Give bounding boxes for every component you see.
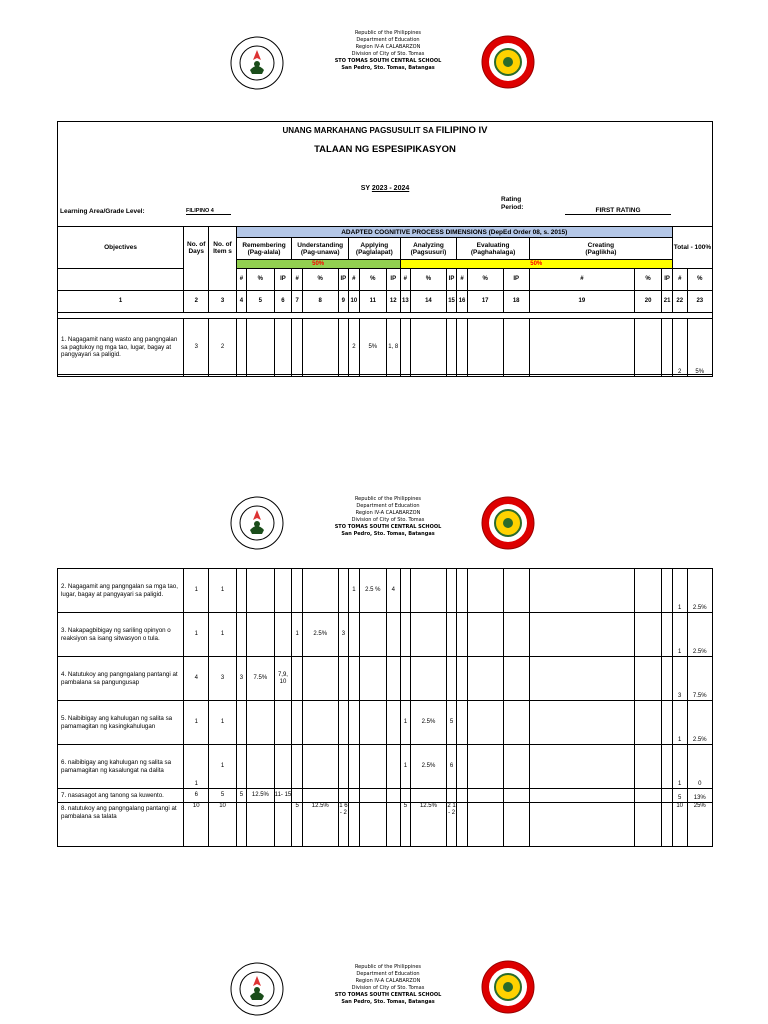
letterhead <box>0 496 768 561</box>
value-cell <box>467 657 503 701</box>
days-cell: 3 <box>184 319 209 377</box>
tos-body-table-page2 <box>57 568 713 847</box>
value-cell <box>359 803 386 847</box>
value-cell <box>529 569 634 613</box>
value-cell: 2.5% <box>411 701 447 745</box>
objective-cell: 1. Nagagamit nang wasto ang pangngalan sa pagtukoy ng mga tao, lugar, bagay at pangyayari sa paligid. <box>58 319 184 377</box>
value-cell: 1 <box>400 745 411 789</box>
understanding-pct-header: % <box>302 269 338 291</box>
value-cell <box>338 319 349 377</box>
value-cell <box>400 319 411 377</box>
value-cell <box>662 613 673 657</box>
table-row <box>58 701 713 745</box>
dim-creating: Creating (Paglikha) <box>529 238 672 260</box>
column-number: 15 <box>446 291 457 313</box>
value-cell <box>236 701 247 745</box>
value-cell <box>292 701 303 745</box>
value-cell <box>503 319 529 377</box>
value-cell <box>457 319 468 377</box>
value-cell <box>634 745 661 789</box>
value-cell <box>634 789 661 803</box>
value-cell: 12.5% <box>302 803 338 847</box>
objective-cell: 2. Nagagamit ang pangngalan sa mga tao, lugar, bagay at pangyayari sa paligid. <box>58 569 184 613</box>
column-number: 11 <box>359 291 386 313</box>
value-cell <box>292 569 303 613</box>
applying-ip-header: IP <box>386 269 400 291</box>
deped-seal-icon <box>230 962 284 1016</box>
value-cell <box>446 613 457 657</box>
column-number: 21 <box>662 291 673 313</box>
creating-ip-header: IP <box>662 269 673 291</box>
value-cell <box>446 657 457 701</box>
evaluating-ip-header: IP <box>503 269 529 291</box>
value-cell: 5 <box>446 701 457 745</box>
value-cell <box>349 803 360 847</box>
deped-seal-icon <box>230 36 284 90</box>
value-cell <box>457 569 468 613</box>
rating-period-value: FIRST RATING <box>565 207 671 215</box>
value-cell: 2.5% <box>687 701 712 745</box>
value-cell <box>662 745 673 789</box>
value-cell <box>467 613 503 657</box>
value-cell: 25% <box>687 803 712 847</box>
total-hash-header: # <box>672 269 687 291</box>
value-cell <box>529 613 634 657</box>
items-cell: 5 <box>209 789 236 803</box>
column-number: 18 <box>503 291 529 313</box>
value-cell <box>467 701 503 745</box>
value-cell <box>274 569 292 613</box>
value-cell: 10 <box>672 803 687 847</box>
value-cell: 1 <box>400 701 411 745</box>
column-number: 2 <box>184 291 209 313</box>
creating-pct-header: % <box>634 269 661 291</box>
value-cell <box>349 745 360 789</box>
items-cell: 10 <box>209 803 236 847</box>
value-cell <box>302 319 338 377</box>
value-cell <box>247 701 274 745</box>
value-cell <box>247 745 274 789</box>
tos-header-table <box>57 226 713 313</box>
value-cell <box>467 745 503 789</box>
days-cell: 1 <box>184 569 209 613</box>
column-number: 14 <box>411 291 447 313</box>
value-cell: 0 <box>687 745 712 789</box>
column-number: 7 <box>292 291 303 313</box>
evaluating-pct-header: % <box>467 269 503 291</box>
value-cell: 2.5% <box>687 613 712 657</box>
column-number: 17 <box>467 291 503 313</box>
region-text: Region IV-A CALABARZON <box>355 510 421 516</box>
value-cell <box>359 789 386 803</box>
objective-cell: 7. nasasagot ang tanong sa kuwento. <box>58 789 184 803</box>
school-year: SY 2023 - 2024 <box>360 185 410 192</box>
value-cell <box>529 657 634 701</box>
analyzing-hash-header: # <box>400 269 411 291</box>
value-cell <box>467 569 503 613</box>
value-cell <box>529 789 634 803</box>
school-seal-icon <box>481 960 535 1014</box>
value-cell: 7,9, 10 <box>274 657 292 701</box>
learning-area-label: Learning Area/Grade Level: <box>60 208 145 215</box>
value-cell <box>236 569 247 613</box>
republic-text: Republic of the Philippines <box>354 496 422 502</box>
value-cell <box>274 701 292 745</box>
value-cell <box>349 613 360 657</box>
value-cell <box>247 569 274 613</box>
value-cell: 5 <box>672 789 687 803</box>
understanding-ip-header: IP <box>338 269 349 291</box>
school-address: San Pedro, Sto. Tomas, Batangas <box>341 531 435 537</box>
days-header: No. of Days <box>184 227 209 291</box>
value-cell <box>386 613 400 657</box>
adapted-dimensions-header: ADAPTED COGNITIVE PROCESS DIMENSIONS (DepEd Order 08, s. 2015) <box>236 227 672 238</box>
value-cell <box>662 657 673 701</box>
value-cell: 1 <box>672 613 687 657</box>
value-cell: 1, 8 <box>386 319 400 377</box>
school-seal-icon <box>481 496 535 550</box>
value-cell <box>349 789 360 803</box>
value-cell <box>292 657 303 701</box>
value-cell: 12.5% <box>247 789 274 803</box>
value-cell <box>338 701 349 745</box>
column-number: 19 <box>529 291 634 313</box>
value-cell <box>446 789 457 803</box>
value-cell: 4 <box>386 569 400 613</box>
column-number: 6 <box>274 291 292 313</box>
value-cell <box>338 657 349 701</box>
applying-hash-header: # <box>349 269 360 291</box>
republic-text: Republic of the Philippines <box>354 964 422 970</box>
value-cell <box>634 613 661 657</box>
value-cell <box>338 569 349 613</box>
value-cell: 3 <box>338 613 349 657</box>
value-cell <box>457 701 468 745</box>
value-cell <box>386 701 400 745</box>
value-cell: 2 1 - 2 <box>446 803 457 847</box>
value-cell: 2.5% <box>302 613 338 657</box>
value-cell <box>236 319 247 377</box>
value-cell <box>400 789 411 803</box>
value-cell <box>457 613 468 657</box>
school-name: STO TOMAS SOUTH CENTRAL SCHOOL <box>334 992 442 998</box>
value-cell <box>411 613 447 657</box>
value-cell: 5% <box>687 319 712 377</box>
value-cell <box>338 789 349 803</box>
value-cell <box>467 803 503 847</box>
value-cell <box>386 803 400 847</box>
objective-cell: 5. Naibibigay ang kahulugan ng salita sa pamamagitan ng kasingkahulugan <box>58 701 184 745</box>
learning-area-value: FILIPINO 4 <box>186 208 231 215</box>
value-cell <box>359 701 386 745</box>
column-number: 12 <box>386 291 400 313</box>
value-cell: 3 <box>236 657 247 701</box>
deped-text: Department of Education <box>356 503 420 509</box>
table-row <box>58 657 713 701</box>
value-cell <box>457 803 468 847</box>
days-cell: 1 <box>184 701 209 745</box>
value-cell <box>411 657 447 701</box>
value-cell <box>529 319 634 377</box>
value-cell <box>446 569 457 613</box>
column-number: 20 <box>634 291 661 313</box>
items-cell: 1 <box>209 701 236 745</box>
value-cell <box>503 657 529 701</box>
value-cell: 12.5% <box>411 803 447 847</box>
value-cell <box>292 789 303 803</box>
republic-text: Republic of the Philippines <box>354 30 422 36</box>
value-cell <box>634 701 661 745</box>
tos-title: TALAAN NG ESPESIPIKASYON <box>314 144 456 155</box>
value-cell: 2.5% <box>411 745 447 789</box>
value-cell <box>302 745 338 789</box>
evaluating-hash-header: # <box>457 269 468 291</box>
value-cell <box>662 319 673 377</box>
value-cell <box>274 319 292 377</box>
value-cell: 1 <box>672 569 687 613</box>
applying-pct-header: % <box>359 269 386 291</box>
value-cell <box>503 613 529 657</box>
letterhead <box>0 958 768 1023</box>
column-number: 4 <box>236 291 247 313</box>
value-cell: 5 <box>292 803 303 847</box>
value-cell <box>400 613 411 657</box>
value-cell <box>662 803 673 847</box>
value-cell <box>446 319 457 377</box>
table-row <box>58 745 713 789</box>
division-text: Division of City of Sto. Tomas <box>351 517 425 523</box>
value-cell <box>292 319 303 377</box>
days-cell: 1 <box>184 745 209 789</box>
total-header: Total - 100% <box>672 227 712 269</box>
items-cell: 3 <box>209 657 236 701</box>
value-cell <box>386 745 400 789</box>
table-row <box>58 319 713 377</box>
value-cell <box>400 569 411 613</box>
value-cell <box>386 789 400 803</box>
value-cell: 6 <box>446 745 457 789</box>
column-number: 9 <box>338 291 349 313</box>
value-cell: 1 <box>349 569 360 613</box>
objective-cell: 3. Nakapagbibigay ng sariling opinyon o reaksiyon sa isang sitwasyon o tula. <box>58 613 184 657</box>
value-cell <box>411 319 447 377</box>
value-cell <box>503 701 529 745</box>
letterhead <box>0 30 768 95</box>
items-header: No. of Item s <box>209 227 236 291</box>
value-cell: 1 <box>672 701 687 745</box>
value-cell: 2.5% <box>687 569 712 613</box>
table-row <box>58 613 713 657</box>
value-cell <box>529 701 634 745</box>
region-text: Region IV-A CALABARZON <box>355 44 421 50</box>
objective-cell: 6. naibibigay ang kahulugan ng salita sa pamamagitan ng kasalungat na dalita <box>58 745 184 789</box>
objectives-header: Objectives <box>58 227 184 269</box>
days-cell: 1 <box>184 613 209 657</box>
value-cell: 3 <box>672 657 687 701</box>
dim-remembering: Remembering (Pag-alala) <box>236 238 292 260</box>
exam-title: UNANG MARKAHANG PAGSUSULIT SA FILIPINO IV <box>282 125 488 136</box>
value-cell <box>386 657 400 701</box>
school-name: STO TOMAS SOUTH CENTRAL SCHOOL <box>334 58 442 64</box>
value-cell <box>359 657 386 701</box>
value-cell <box>503 569 529 613</box>
value-cell: 2 <box>349 319 360 377</box>
value-cell: 2.5 % <box>359 569 386 613</box>
items-cell: 1 <box>209 569 236 613</box>
value-cell <box>467 319 503 377</box>
value-cell <box>274 613 292 657</box>
items-cell: 1 <box>209 613 236 657</box>
dim-analyzing: Analyzing (Pagsusuri) <box>400 238 457 260</box>
value-cell <box>467 789 503 803</box>
value-cell <box>359 613 386 657</box>
value-cell: 11- 15 <box>274 789 292 803</box>
objective-cell: 8. natutukoy ang pangngalang pantangi at pambalana sa talata <box>58 803 184 847</box>
remembering-pct-header: % <box>247 269 274 291</box>
column-number: 8 <box>302 291 338 313</box>
value-cell <box>662 789 673 803</box>
value-cell <box>302 701 338 745</box>
objective-cell: 4. Natutukoy ang pangngalang pantangi at pambalana sa pangungusap <box>58 657 184 701</box>
items-cell: 1 <box>209 745 236 789</box>
value-cell <box>274 803 292 847</box>
value-cell <box>302 569 338 613</box>
value-cell <box>349 701 360 745</box>
analyzing-pct-header: % <box>411 269 447 291</box>
column-number: 16 <box>457 291 468 313</box>
deped-text: Department of Education <box>356 37 420 43</box>
school-seal-icon <box>481 35 535 89</box>
value-cell <box>634 803 661 847</box>
value-cell <box>411 569 447 613</box>
column-number: 1 <box>58 291 184 313</box>
value-cell <box>236 745 247 789</box>
value-cell <box>634 319 661 377</box>
column-number: 5 <box>247 291 274 313</box>
value-cell <box>503 803 529 847</box>
table-row <box>58 789 713 803</box>
tos-body-table-page1 <box>57 318 713 377</box>
deped-seal-icon <box>230 496 284 550</box>
value-cell: 13% <box>687 789 712 803</box>
value-cell: 7.5% <box>687 657 712 701</box>
value-cell: 1 <box>672 745 687 789</box>
value-cell <box>662 569 673 613</box>
days-cell: 6 <box>184 789 209 803</box>
school-name: STO TOMAS SOUTH CENTRAL SCHOOL <box>334 524 442 530</box>
value-cell <box>302 789 338 803</box>
value-cell <box>236 803 247 847</box>
value-cell <box>359 745 386 789</box>
remembering-hash-header: # <box>236 269 247 291</box>
value-cell <box>503 745 529 789</box>
value-cell <box>457 745 468 789</box>
value-cell: 2 <box>672 319 687 377</box>
column-number: 23 <box>687 291 712 313</box>
value-cell <box>349 657 360 701</box>
value-cell <box>634 569 661 613</box>
value-cell: 5% <box>359 319 386 377</box>
higher-order-percent: 50% <box>400 260 672 269</box>
total-pct-header: % <box>687 269 712 291</box>
value-cell <box>400 657 411 701</box>
dim-understanding: Understanding (Pag-unawa) <box>292 238 349 260</box>
analyzing-ip-header: IP <box>446 269 457 291</box>
column-number: 10 <box>349 291 360 313</box>
table-row <box>58 803 713 847</box>
value-cell: 1 6 - 2 <box>338 803 349 847</box>
value-cell <box>457 657 468 701</box>
school-address: San Pedro, Sto. Tomas, Batangas <box>341 65 435 71</box>
column-number: 13 <box>400 291 411 313</box>
value-cell: 5 <box>236 789 247 803</box>
remembering-ip-header: IP <box>274 269 292 291</box>
value-cell <box>457 789 468 803</box>
division-text: Division of City of Sto. Tomas <box>351 51 425 57</box>
value-cell <box>247 803 274 847</box>
value-cell <box>338 745 349 789</box>
value-cell <box>662 701 673 745</box>
dim-applying: Applying (Paglalapat) <box>349 238 400 260</box>
dim-evaluating: Evaluating (Paghahalaga) <box>457 238 530 260</box>
value-cell <box>411 789 447 803</box>
value-cell <box>529 803 634 847</box>
value-cell <box>274 745 292 789</box>
value-cell: 7.5% <box>247 657 274 701</box>
deped-text: Department of Education <box>356 971 420 977</box>
value-cell <box>247 613 274 657</box>
value-cell: 5 <box>400 803 411 847</box>
days-cell: 4 <box>184 657 209 701</box>
division-text: Division of City of Sto. Tomas <box>351 985 425 991</box>
understanding-hash-header: # <box>292 269 303 291</box>
value-cell <box>529 745 634 789</box>
school-address: San Pedro, Sto. Tomas, Batangas <box>341 999 435 1005</box>
value-cell <box>302 657 338 701</box>
rating-period-label: Rating Period: <box>501 196 524 211</box>
column-number: 3 <box>209 291 236 313</box>
value-cell: 1 <box>292 613 303 657</box>
table-row <box>58 569 713 613</box>
objectives-subheader-blank <box>58 269 184 291</box>
days-cell: 10 <box>184 803 209 847</box>
value-cell <box>503 789 529 803</box>
items-cell: 2 <box>209 319 236 377</box>
value-cell <box>634 657 661 701</box>
column-number: 22 <box>672 291 687 313</box>
value-cell <box>247 319 274 377</box>
value-cell <box>236 613 247 657</box>
lower-order-percent: 50% <box>236 260 400 269</box>
region-text: Region IV-A CALABARZON <box>355 978 421 984</box>
value-cell <box>292 745 303 789</box>
creating-hash-header: # <box>529 269 634 291</box>
